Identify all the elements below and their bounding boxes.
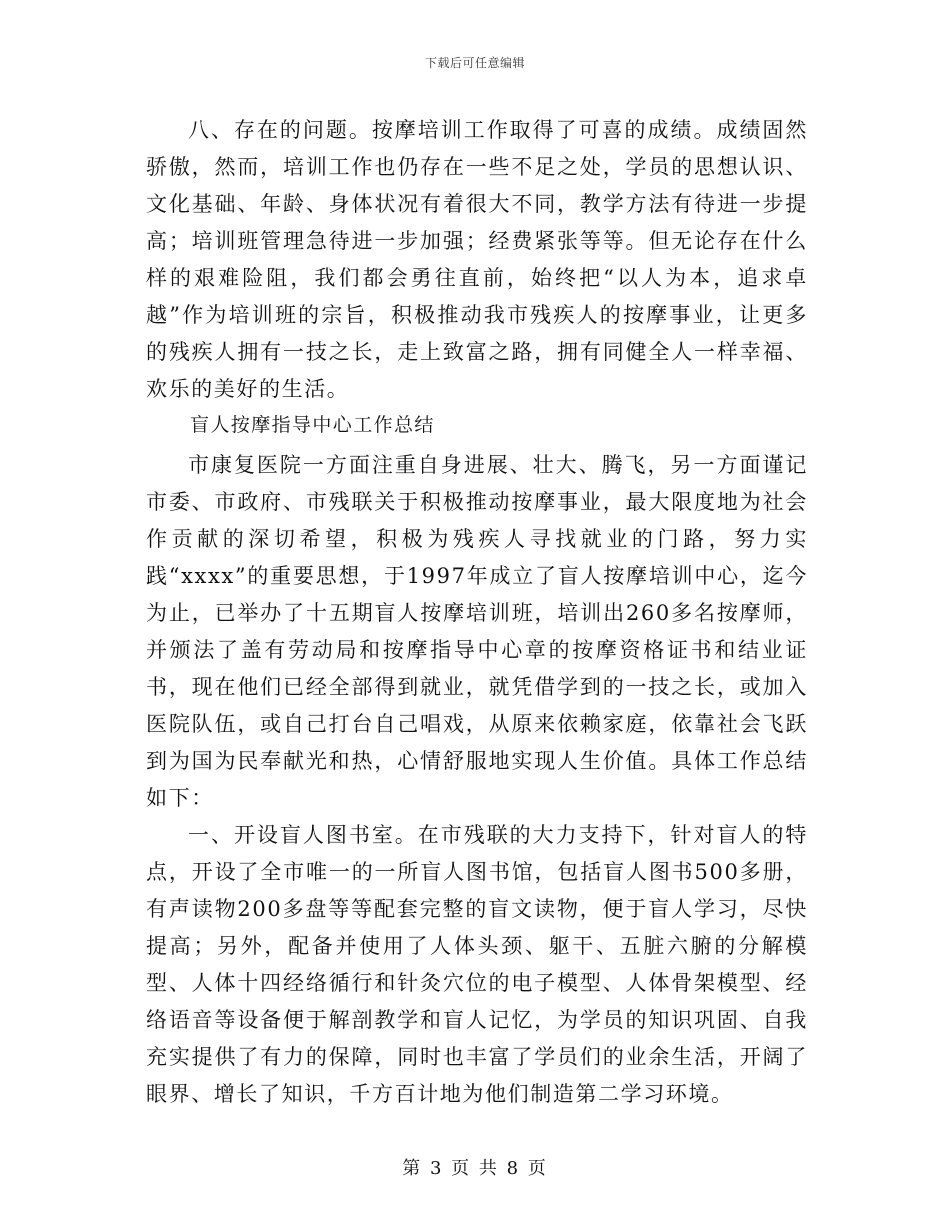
section-8-block [146, 112, 808, 408]
page-header: 下载后可任意编辑 [424, 56, 525, 70]
section-8-paragraph: 八、存在的问题。按摩培训工作取得了可喜的成绩。成绩固然骄傲，然而，培训工作也仍存在一些不足之处，学员的思想认识、文化基础、年龄、身体状况有着很大不同，教学方法有待进一步提高；培训班管理急待进一步加强；经费紧张等等。但无论存在什么样的艰难险阻，我们都会勇往直前，始终把“以人为本，追求卓越”作为培训班的宗旨，积极推动我市残疾人的按摩事业，让更多的残疾人拥有一技之长，走上致富之路，拥有同健全人一样幸福、欢乐的美好的生活。 [146, 118, 808, 401]
page-footer: 第 3 页 共 8 页 [402, 1158, 548, 1179]
article-intro-paragraph: 市康复医院一方面注重自身进展、壮大、腾飞，另一方面谨记市委、市政府、市残联关于积极推动按摩事业，最大限度地为社会作贡献的深切希望，积极为残疾人寻找就业的门路，努力实践“xxxx”的重要思想，于1997年成立了盲人按摩培训中心，迄今为止，已举办了十五期盲人按摩培训班，培训出260多名按摩师，并颁法了盖有劳动局和按摩指导中心章的按摩资格证书和结业证书，现在他们已经全部得到就业，就凭借学到的一技之长，或加入医院队伍，或自己打台自己唱戏，从原来依赖家庭，依靠社会飞跃到为国为民奉献光和热，心情舒服地实现人生价值。具体工作总结如下： [146, 453, 808, 810]
article-item-1-paragraph: 一、开设盲人图书室。在市残联的大力支持下，针对盲人的特点，开设了全市唯一的一所盲人图书馆，包括盲人图书500多册，有声读物200多盘等等配套完整的盲文读物，便于盲人学习，尽快提高；另外，配备并使用了人体头颈、躯干、五脏六腑的分解模型、人体十四经络循行和针灸穴位的电子模型、人体骨架模型、经络语音等设备便于解剖教学和盲人记忆，为学员的知识巩固、自我充实提供了有力的保障，同时也丰富了学员们的业余生活，开阔了眼界、增长了知识，千方百计地为他们制造第二学习环境。 [146, 823, 808, 1106]
article-title: 盲人按摩指导中心工作总结 [190, 414, 435, 436]
article-body [146, 447, 808, 1113]
